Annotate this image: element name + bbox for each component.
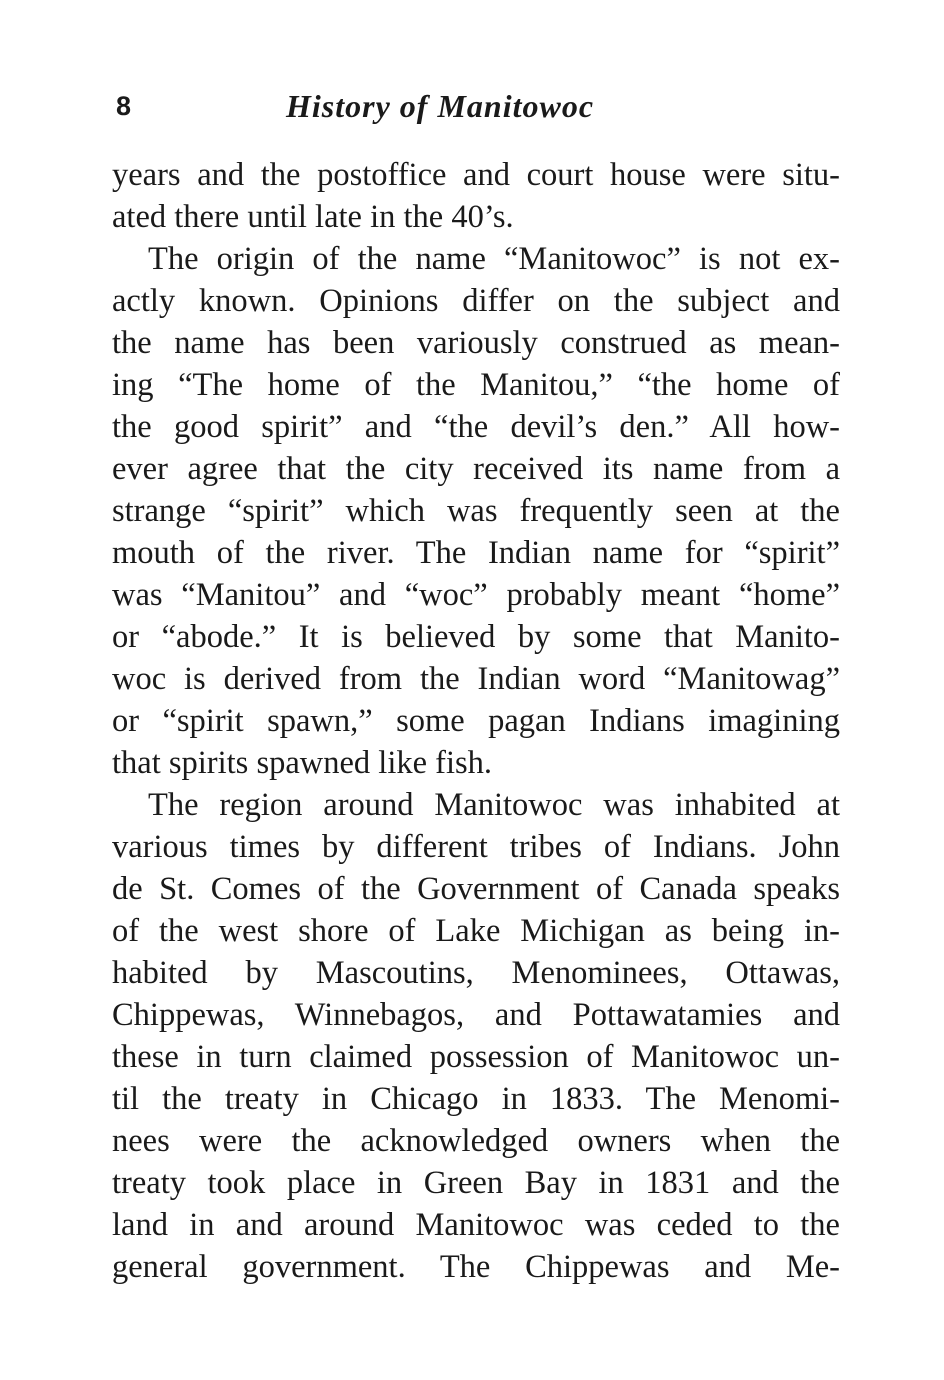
text-line: treaty took place in Green Bay in 1831 and the <box>112 1165 840 1201</box>
text-line: strange “spirit” which was frequently seen at the <box>112 493 840 529</box>
text-line: The region around Manitowoc was inhabited at <box>148 787 840 823</box>
text-line: Chippewas, Winnebagos, and Pottawatamies and <box>112 997 840 1033</box>
text-line: these in turn claimed possession of Manitowoc un- <box>112 1039 840 1075</box>
text-line: nees were the acknowledged owners when the <box>112 1123 840 1159</box>
text-line: de St. Comes of the Government of Canada speaks <box>112 871 840 907</box>
text-line: that spirits spawned like fish. <box>112 745 493 781</box>
text-line: woc is derived from the Indian word “Manitowag” <box>112 661 840 697</box>
text-line: the good spirit” and “the devil’s den.” All how- <box>112 409 840 445</box>
page-number: 8 <box>116 91 132 121</box>
text-line: til the treaty in Chicago in 1833. The Menomi- <box>112 1081 840 1117</box>
text-line: mouth of the river. The Indian name for “spirit” <box>112 535 840 571</box>
text-line: years and the postoffice and court house were situ- <box>112 157 840 193</box>
text-line: or “abode.” It is believed by some that Manito- <box>112 619 840 655</box>
text-line: or “spirit spawn,” some pagan Indians imagining <box>112 703 840 739</box>
body-text <box>112 154 840 1288</box>
text-line: habited by Mascoutins, Menominees, Ottawas, <box>112 955 840 991</box>
text-line: was “Manitou” and “woc” probably meant “home” <box>112 577 840 613</box>
running-title: History of Manitowoc <box>286 88 595 124</box>
text-line: the name has been variously construed as mean- <box>112 325 840 361</box>
text-line: land in and around Manitowoc was ceded to the <box>112 1207 840 1243</box>
text-line: ing “The home of the Manitou,” “the home of <box>112 367 840 403</box>
text-line: actly known. Opinions differ on the subject and <box>112 283 840 319</box>
text-line: of the west shore of Lake Michigan as being in- <box>112 913 840 949</box>
text-line: ated there until late in the 40’s. <box>112 199 514 235</box>
text-line: general government. The Chippewas and Me- <box>112 1249 840 1285</box>
text-line: various times by different tribes of Indians. John <box>112 829 840 865</box>
page-header <box>0 86 944 126</box>
text-line: ever agree that the city received its name from a <box>112 451 840 487</box>
text-line: The origin of the name “Manitowoc” is not ex- <box>148 241 840 277</box>
